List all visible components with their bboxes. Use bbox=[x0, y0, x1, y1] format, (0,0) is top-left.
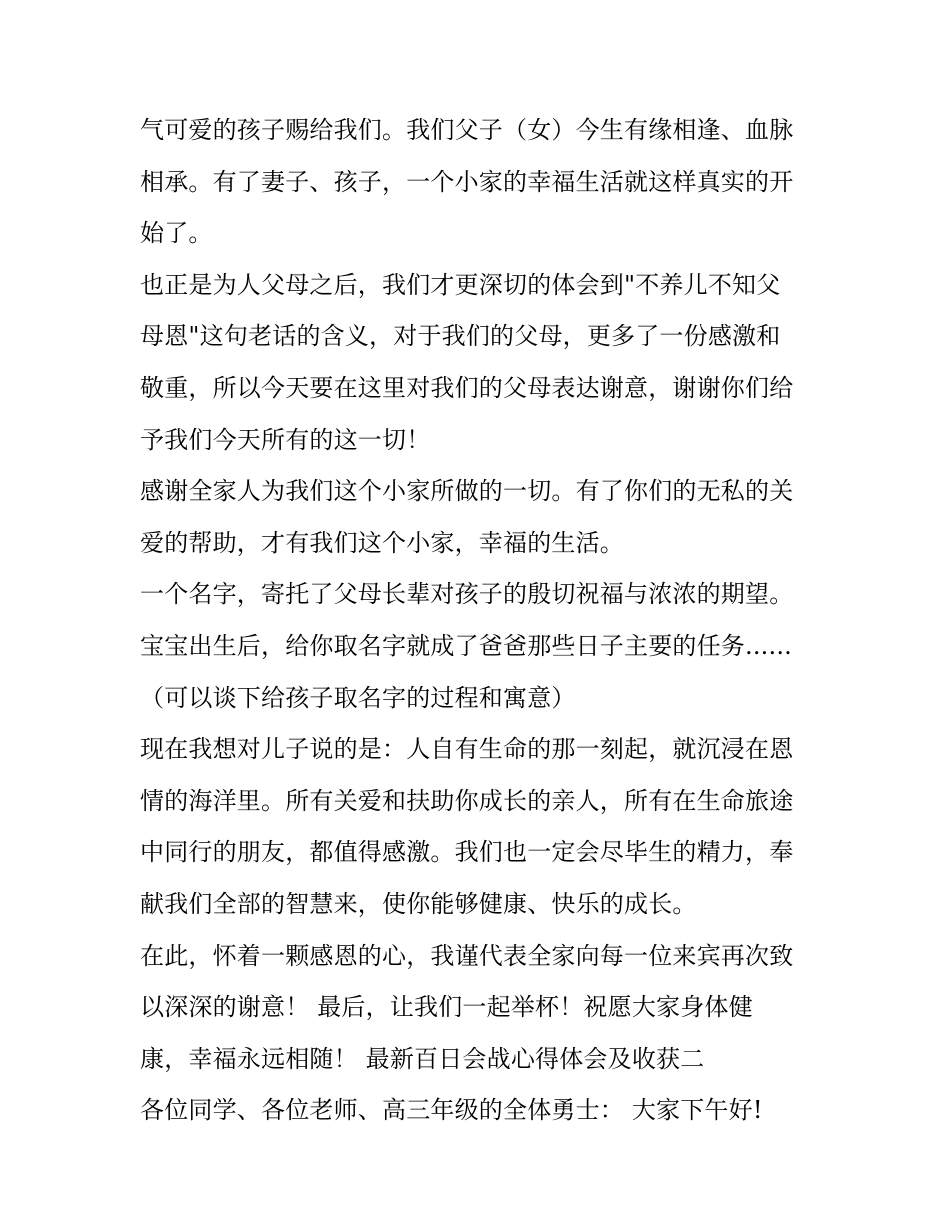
text-line: 也正是为人父母之后，我们才更深切的体会到"不养儿不知父 bbox=[140, 270, 781, 299]
text-line: 中同行的朋友，都值得感激。我们也一定会尽毕生的精力，奉 bbox=[140, 838, 794, 867]
text-line: 气可爱的孩子赐给我们。我们父子（女）今生有缘相逢、血脉 bbox=[140, 116, 794, 144]
text-line: 一个名字，寄托了父母长辈对孩子的殷切祝福与浓浓的期望。 bbox=[140, 580, 794, 609]
text-line: 现在我想对儿子说的是：人自有生命的那一刻起，就沉浸在恩 bbox=[140, 735, 794, 764]
text-line: 爱的帮助，才有我们这个小家，幸福的生活。 bbox=[140, 528, 624, 557]
text-line: （可以谈下给孩子取名字的过程和寓意） bbox=[140, 683, 576, 712]
text-line: 以深深的谢意！ 最后，让我们一起举杯！祝愿大家身体健 bbox=[140, 993, 753, 1022]
text-line: 敬重，所以今天要在这里对我们的父母表达谢意，谢谢你们给 bbox=[140, 373, 794, 402]
text-line: 情的海洋里。所有关爱和扶助你成长的亲人，所有在生命旅途 bbox=[140, 786, 794, 815]
text-line: 予我们今天所有的这一切！ bbox=[140, 425, 431, 454]
text-line: 相承。有了妻子、孩子，一个小家的幸福生活就这样真实的开 bbox=[140, 167, 794, 196]
text-line: 始了。 bbox=[140, 219, 213, 248]
text-line: 感谢全家人为我们这个小家所做的一切。有了你们的无私的关 bbox=[140, 477, 794, 506]
text-line: 献我们全部的智慧来，使你能够健康、快乐的成长。 bbox=[140, 889, 697, 918]
text-line: 康，幸福永远相随！ 最新百日会战心得体会及收获二 bbox=[140, 1044, 705, 1073]
text-line: 在此，怀着一颗感恩的心，我谨代表全家向每一位来宾再次致 bbox=[140, 941, 794, 970]
body-text bbox=[140, 108, 840, 1140]
text-line: 宝宝出生后，给你取名字就成了爸爸那些日子主要的任务...... bbox=[140, 631, 792, 660]
text-line: 母恩"这句老话的含义，对于我们的父母，更多了一份感激和 bbox=[140, 322, 781, 351]
text-line: 各位同学、各位老师、高三年级的全体勇士： 大家下午好! bbox=[140, 1096, 763, 1125]
